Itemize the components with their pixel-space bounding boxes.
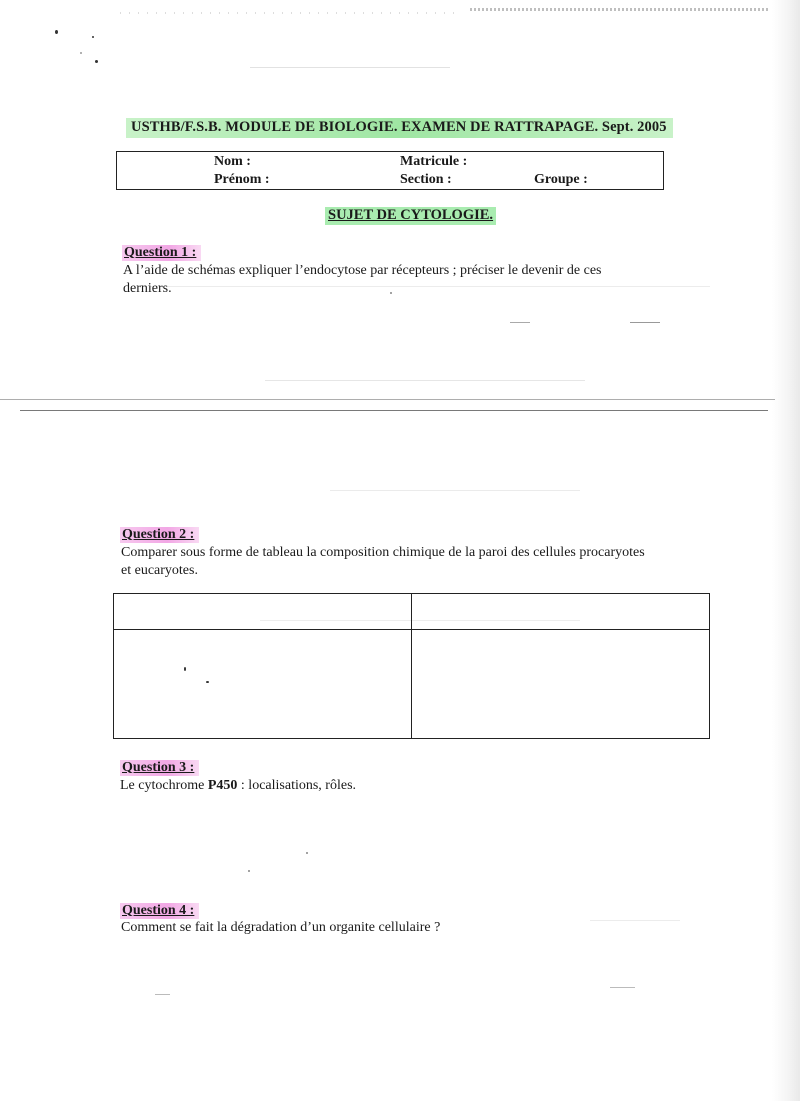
question-3-title: Question 3 :: [120, 760, 199, 776]
prenom-label: Prénom :: [214, 172, 270, 187]
table-header-row: [114, 594, 710, 630]
nom-label: Nom :: [214, 154, 251, 169]
bleed-through: [330, 490, 580, 491]
bleed-through: [265, 380, 585, 381]
question-2-text: [121, 544, 721, 580]
table-cell[interactable]: [412, 630, 710, 739]
student-identity-box: [116, 151, 664, 190]
question-3-text-bold: P450: [207, 778, 238, 793]
question-2-line-1: Comparer sous forme de tableau la composition chimique de la paroi des cellules procaryotes: [121, 545, 645, 560]
scan-speck: [55, 30, 58, 34]
table-cell[interactable]: [412, 594, 710, 630]
groupe-label: Groupe :: [534, 172, 588, 187]
subject-title: SUJET DE CYTOLOGIE.: [325, 207, 496, 225]
scan-right-shadow: [772, 0, 800, 1101]
table-cell[interactable]: [114, 630, 412, 739]
bleed-through: [155, 994, 170, 995]
scan-edge-artifact: [470, 8, 770, 11]
question-1-text: [123, 262, 683, 298]
scan-speck: [80, 52, 82, 54]
scan-fold-line: [0, 399, 775, 400]
bleed-through: [630, 322, 660, 323]
scan-speck: [92, 36, 94, 38]
bleed-through: [510, 322, 530, 323]
matricule-label: Matricule :: [400, 154, 468, 169]
question-3-text: [120, 777, 680, 795]
table-cell[interactable]: [114, 594, 412, 630]
question-4-line-1: Comment se fait la dégradation d’un organite cellulaire ?: [121, 920, 441, 935]
scan-edge-artifact: [120, 12, 460, 14]
question-1-line-1: A l’aide de schémas expliquer l’endocytose par récepteurs ; préciser le devenir de ces: [123, 263, 602, 278]
question-3-text-end: : localisations, rôles.: [237, 778, 357, 793]
question-2-title: Question 2 :: [120, 527, 199, 543]
question-4-title: Question 4 :: [120, 903, 199, 919]
scan-speck: [248, 870, 250, 872]
scan-speck: [306, 852, 308, 854]
bleed-through: [610, 987, 635, 988]
scan-fold-line: [20, 410, 768, 411]
table-row: [114, 630, 710, 739]
comparison-answer-table: [113, 593, 710, 739]
question-3-text-start: Le cytochrome: [120, 778, 208, 793]
question-1-line-2: derniers.: [123, 281, 172, 296]
exam-header-title: USTHB/F.S.B. MODULE DE BIOLOGIE. EXAMEN DE RATTRAPAGE. Sept. 2005: [126, 118, 673, 138]
section-label: Section :: [400, 172, 452, 187]
question-2-line-2: et eucaryotes.: [121, 563, 198, 578]
question-1-title: Question 1 :: [122, 245, 201, 261]
scan-speck: [95, 60, 98, 63]
question-4-text: [121, 919, 681, 937]
bleed-through: [250, 67, 450, 68]
